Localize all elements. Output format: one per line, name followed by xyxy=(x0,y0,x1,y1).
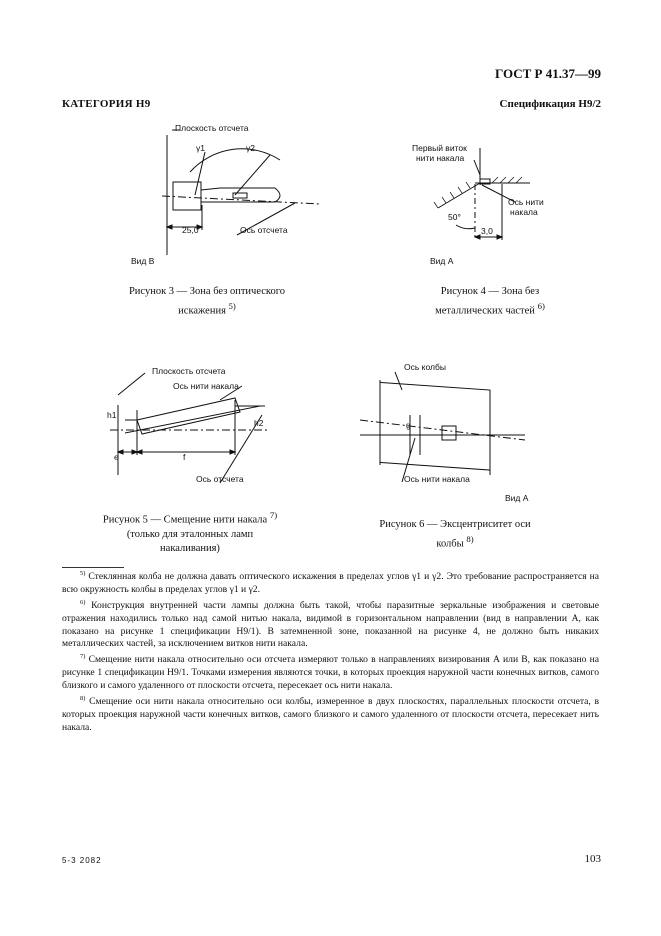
fig3-view-label: Вид В xyxy=(131,256,155,266)
filament xyxy=(233,193,247,198)
fig4-first-turn-label-2: нити накала xyxy=(416,153,465,163)
fig6-caption: Рисунок 6 — Эксцентриситет оси колбы $^{8)}$ xyxy=(379,519,531,550)
cone-edge xyxy=(438,183,480,208)
fig4-caption: Рисунок 4 — Зона без металлических частей $^{6)}$ xyxy=(435,286,545,317)
page-number: 103 xyxy=(584,853,601,865)
fig6-g-label: g xyxy=(406,420,411,430)
fig5-h1: h1 xyxy=(107,410,117,420)
specification-title: Спецификация Н9/2 xyxy=(499,98,601,110)
footnote: $^{8)}$ Смещение оси нити накала относительно оси колбы, измеренное в двух плоскостях, параллельных плоскости отсчета, в которых проекция наружной части конечных витков, самого близкого и самого удаленного от плоскости отсчета, пересекает нить накала. xyxy=(62,694,599,733)
fig3-gamma2: γ2 xyxy=(246,143,255,153)
figure-5-drawing xyxy=(100,360,280,490)
footnote: $^{7)}$ Смещение нити накала относительно оси отсчета измеряют только в направлениях визирования А или В, как показано на рисунке 1 спецификации Н9/1. Точками измерения являются точки, в которых проекция наружной части конечных витков, самого близкого и самого удаленного от плоскости отсчета, пересекает ось нити накала. xyxy=(62,653,599,691)
reference-axis xyxy=(162,196,320,204)
fig6-filament-axis: Ось нити накала xyxy=(404,474,470,484)
footnote: $^{6)}$ Конструкция внутренней части лампы должна быть такой, чтобы паразитные зеркальные изображения и световые отражения находились только над самой нитью накала, видимой в горизонтальном направлении (вид в направлении А, как показано на рисунке 1 спецификации Н9/1). В затемненной зоне, показанной на рисунке 4, не должно быть никаких металлических частей, за исключением витков нити накала. xyxy=(62,598,599,650)
figure-3-drawing xyxy=(150,120,330,270)
fig6-view-label: Вид А xyxy=(505,493,529,503)
fig5-caption: Рисунок 5 — Смещение нити накала $^{7)}$ (только для эталонных ламп накаливания) xyxy=(102,510,278,554)
fig5-plane-label: Плоскость отсчета xyxy=(152,366,226,376)
fig5-h2: h2 xyxy=(254,418,264,428)
figure-6-drawing xyxy=(360,360,540,490)
lamp-bulb xyxy=(201,188,280,202)
filament-coil xyxy=(442,426,456,440)
bulb-outline xyxy=(380,382,490,470)
fig3-caption: Рисунок 3 — Зона без оптического искажения $^{5)}$ xyxy=(128,286,286,317)
fig4-axis-label-1: Ось нити xyxy=(508,197,544,207)
footnote: $^{5)}$ Стеклянная колба не должна давать оптического искажения в пределах углов γ1 и γ2. Это требование распространяется на всю окружность колбы в пределах углов γ1 и γ2. xyxy=(62,570,599,595)
standard-number: ГОСТ Р 41.37—99 xyxy=(495,66,601,81)
filament-body xyxy=(137,398,240,434)
fig5-filament-axis: Ось нити накала xyxy=(173,381,239,391)
fig3-gamma1: γ1 xyxy=(196,143,205,153)
fig5-f: f xyxy=(183,452,186,462)
fig3-dimension: 25,0 xyxy=(182,225,199,235)
fig4-first-turn-label-1: Первый виток xyxy=(412,143,467,153)
fig3-axis-label: Ось отсчета xyxy=(240,225,288,235)
print-code: 5-3 2082 xyxy=(62,856,102,865)
fig4-angle: 50° xyxy=(448,212,461,222)
fig5-axis-label: Ось отсчета xyxy=(196,474,244,484)
footnotes xyxy=(62,568,599,734)
fig6-bulb-axis: Ось колбы xyxy=(404,362,446,372)
fig4-axis-label-2: накала xyxy=(510,207,538,217)
category-title: КАТЕГОРИЯ Н9 xyxy=(62,98,151,110)
fig3-plane-label: Плоскость отсчета xyxy=(175,123,249,133)
fig4-view-label: Вид А xyxy=(430,256,454,266)
fig4-dimension: 3,0 xyxy=(481,226,493,236)
fig5-e: e xyxy=(114,452,119,462)
